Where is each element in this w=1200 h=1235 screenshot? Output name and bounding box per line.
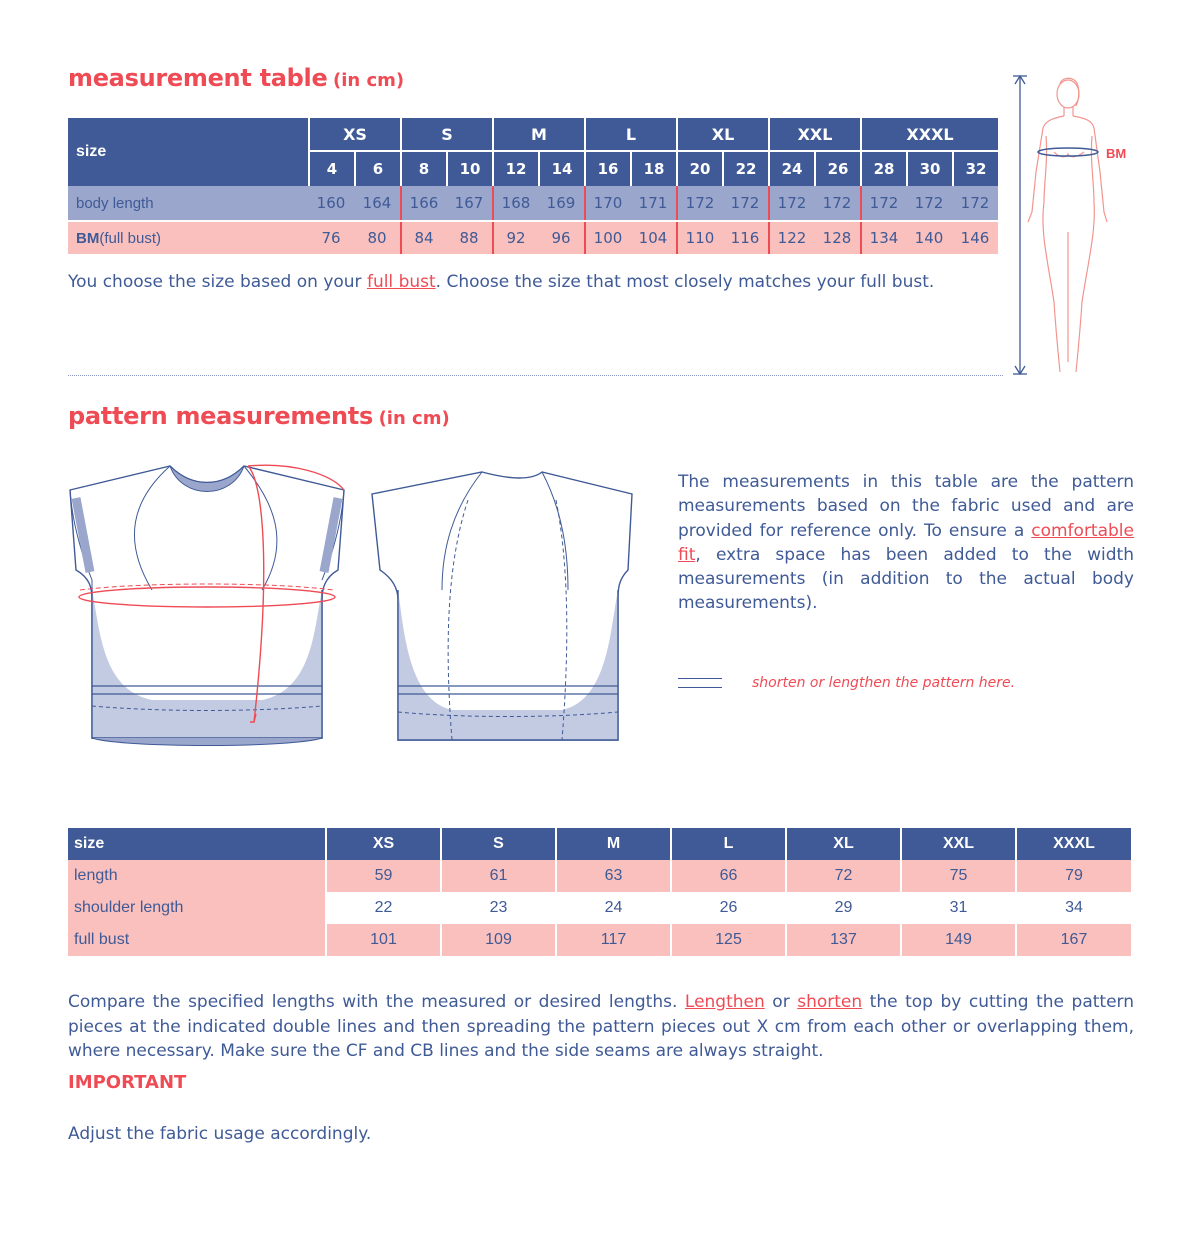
shorten-link[interactable]: shorten	[797, 992, 863, 1012]
back-view-garment	[372, 472, 632, 740]
full-bust-cell: 110	[676, 222, 722, 254]
size-number: 4	[308, 152, 354, 186]
table-cell: 167	[1016, 924, 1131, 956]
size-number: 30	[906, 152, 952, 186]
bust-label-text: (full bust)	[99, 229, 162, 247]
size-number: 10	[446, 152, 492, 186]
full-bust-cell: 146	[960, 229, 990, 247]
full-bust-cell: 96	[551, 229, 571, 247]
shoulder-length-row	[68, 892, 1131, 924]
size-note-text: You choose the size based on your	[68, 272, 367, 292]
lengthen-link[interactable]: Lengthen	[684, 992, 765, 1012]
row-label: shoulder length	[68, 892, 326, 924]
size-group-xl: XL	[676, 118, 768, 152]
important-heading: IMPORTANT	[68, 1072, 187, 1093]
size-group-xxl: XXL	[768, 118, 860, 152]
legend-text: shorten or lengthen the pattern here.	[752, 675, 1016, 691]
pattern-size-label: size	[68, 828, 326, 860]
size-number: 24	[768, 152, 814, 186]
size-group-row	[308, 118, 998, 152]
row-label: length	[68, 860, 326, 892]
body-length-cell: 166	[400, 186, 446, 220]
body-length-label: body length	[76, 194, 154, 212]
pattern-size-xxxl: XXXL	[1016, 828, 1131, 860]
size-label: size	[76, 143, 107, 160]
full-bust-cell: 76	[321, 229, 341, 247]
size-note-text-end: . Choose the size that most closely matches your full bust.	[435, 272, 935, 292]
full-bust-cell: 122	[768, 222, 814, 254]
length-row	[68, 860, 1131, 892]
size-group-xs: XS	[308, 118, 400, 152]
pattern-size-xl: XL	[786, 828, 901, 860]
measurement-table-title: measurement table	[68, 64, 328, 92]
woman-silhouette	[1028, 78, 1107, 372]
height-measure-arrow	[1013, 76, 1027, 374]
bust-figure-label: BM	[1106, 146, 1127, 161]
size-note	[68, 272, 934, 292]
table-cell: 72	[786, 860, 901, 892]
size-number: 18	[630, 152, 676, 186]
body-length-cell: 172	[860, 186, 906, 220]
table-cell: 34	[1016, 892, 1131, 924]
table-cell: 29	[786, 892, 901, 924]
body-figure-illustration	[1008, 72, 1138, 382]
body-length-cell: 172	[960, 194, 990, 212]
size-number: 8	[400, 152, 446, 186]
table-cell: 79	[1016, 860, 1131, 892]
pattern-heading	[68, 402, 450, 430]
table-cell: 22	[326, 892, 441, 924]
table-cell: 24	[556, 892, 671, 924]
size-group-m: M	[492, 118, 584, 152]
table-cell: 31	[901, 892, 1016, 924]
size-number: 26	[814, 152, 860, 186]
full-bust-link[interactable]: full bust	[366, 272, 436, 292]
table-cell: 137	[786, 924, 901, 956]
size-number: 14	[538, 152, 584, 186]
table-cell: 75	[901, 860, 1016, 892]
table-cell: 101	[326, 924, 441, 956]
size-number: 6	[354, 152, 400, 186]
pattern-size-xxl: XXL	[901, 828, 1016, 860]
table-cell: 125	[671, 924, 786, 956]
full-bust-cell: 84	[400, 222, 446, 254]
body-length-cell: 172	[914, 194, 944, 212]
garment-illustrations	[62, 460, 642, 750]
size-number: 16	[584, 152, 630, 186]
body-length-cell: 172	[676, 186, 722, 220]
table-cell: 59	[326, 860, 441, 892]
body-length-cell: 172	[822, 194, 852, 212]
body-length-cell: 168	[492, 186, 538, 220]
measurement-table	[68, 118, 998, 254]
bust-abbrev: BM	[76, 229, 100, 247]
size-number: 32	[952, 152, 998, 186]
pattern-table-header	[68, 828, 1131, 860]
section-divider	[68, 375, 1003, 376]
pattern-size-xs: XS	[326, 828, 441, 860]
pattern-unit: (in cm)	[378, 408, 450, 429]
body-length-cell: 172	[768, 186, 814, 220]
table-cell: 63	[556, 860, 671, 892]
full-bust-cell: 134	[860, 222, 906, 254]
comfortable-fit-link[interactable]: comfortable fit	[678, 520, 1134, 565]
body-length-cell: 167	[454, 194, 484, 212]
full-bust-row	[68, 220, 998, 254]
size-number: 28	[860, 152, 906, 186]
pattern-description-text-end: , extra space has been added to the width measurements (in addition to the actual body measurements).	[678, 544, 1134, 614]
adjust-note: Adjust the fabric usage accordingly.	[68, 1124, 372, 1144]
pattern-title: pattern measurements	[68, 402, 373, 430]
measurement-table-header	[68, 118, 998, 186]
full-bust-pattern-row	[68, 924, 1131, 956]
full-bust-cell: 104	[638, 229, 668, 247]
size-number: 20	[676, 152, 722, 186]
size-number: 12	[492, 152, 538, 186]
double-line-icon	[678, 678, 722, 688]
body-length-cell: 160	[316, 194, 346, 212]
body-length-cell: 170	[584, 186, 630, 220]
pattern-description-text: The measurements in this table are the pattern measurements based on the fabric used and are provided for reference only. To ensure a	[678, 472, 1134, 541]
full-bust-cell: 140	[914, 229, 944, 247]
table-cell: 66	[671, 860, 786, 892]
measurement-table-unit: (in cm)	[333, 70, 405, 91]
body-length-cell: 164	[362, 194, 392, 212]
row-label: full bust	[68, 924, 326, 956]
pattern-description	[678, 470, 1134, 616]
pattern-size-s: S	[441, 828, 556, 860]
instructions-text: Compare the specified lengths with the measured or desired lengths.	[68, 992, 685, 1012]
full-bust-cell: 116	[730, 229, 760, 247]
full-bust-cell: 128	[822, 229, 852, 247]
size-group-l: L	[584, 118, 676, 152]
size-number-row	[308, 152, 998, 186]
table-cell: 117	[556, 924, 671, 956]
full-bust-cell: 80	[367, 229, 387, 247]
full-bust-label	[68, 222, 308, 254]
full-bust-cell: 100	[584, 222, 630, 254]
pattern-size-l: L	[671, 828, 786, 860]
size-group-xxxl: XXXL	[860, 118, 998, 152]
table-cell: 23	[441, 892, 556, 924]
table-cell: 26	[671, 892, 786, 924]
size-number: 22	[722, 152, 768, 186]
size-group-s: S	[400, 118, 492, 152]
full-bust-cell: 92	[492, 222, 538, 254]
table-cell: 61	[441, 860, 556, 892]
adjustment-instructions	[68, 990, 1134, 1064]
table-cell: 149	[901, 924, 1016, 956]
instructions-or: or	[764, 992, 798, 1012]
pattern-measurement-table	[68, 828, 1131, 956]
body-length-cell: 171	[638, 194, 668, 212]
measurement-table-heading	[68, 64, 404, 92]
body-length-cell: 169	[546, 194, 576, 212]
pattern-size-m: M	[556, 828, 671, 860]
front-view-garment	[70, 465, 344, 745]
body-length-row	[68, 186, 998, 220]
table-cell: 109	[441, 924, 556, 956]
instructions-text-end: the top by cutting the pattern pieces at the indicated double lines and then spreading the pattern pieces out X cm from each other or overlapping them, where necessary. Make sure the CF and CB lines and the side seams are always straight.	[68, 992, 1135, 1061]
body-length-cell: 172	[730, 194, 760, 212]
full-bust-cell: 88	[459, 229, 479, 247]
